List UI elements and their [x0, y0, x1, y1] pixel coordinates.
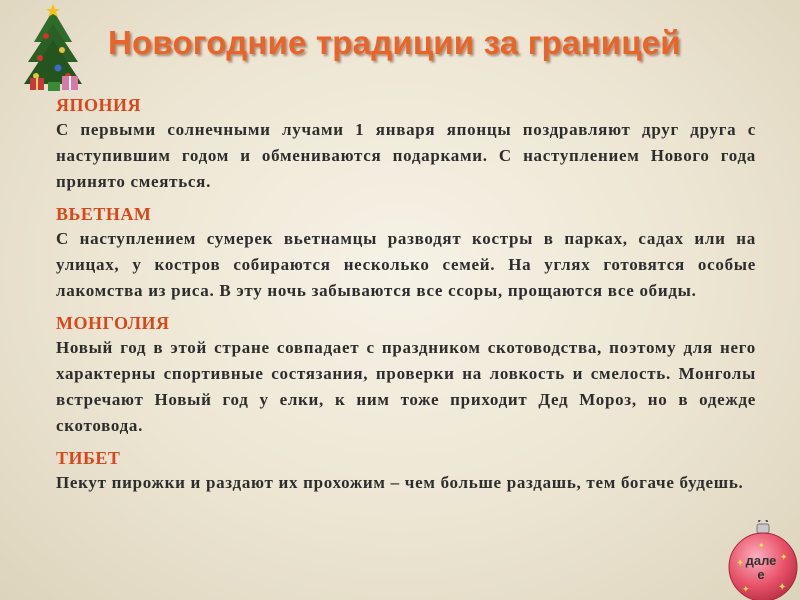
christmas-tree-icon [18, 2, 88, 94]
svg-text:✦: ✦ [778, 582, 787, 593]
country-heading: МОНГОЛИЯ [56, 313, 170, 333]
country-heading: ТИБЕТ [56, 448, 121, 468]
country-heading: ВЬЕТНАМ [56, 204, 152, 224]
section-mongolia [56, 312, 756, 439]
section-text: С наступлением сумерек вьетнамцы разводят костры в парках, садах или на улицах, у костров собираются несколько семей. На углях готовятся особые лакомства из риса. В эту ночь забываются все ссоры, прощаются все обиды. [56, 229, 756, 300]
svg-text:✦: ✦ [736, 558, 745, 569]
next-button[interactable] [722, 520, 800, 600]
section-text: Новый год в этой стране совпадает с праздником скотоводства, поэтому для него характерны спортивные состязания, проверки на ловкость и смелость. Монголы встречают Новый год у елки, к ним тоже приходит Дед Мороз, но в одежде скотовода. [56, 338, 756, 435]
svg-text:✦: ✦ [742, 584, 750, 594]
section-text: Пекут пирожки и раздают их прохожим – чем больше раздашь, тем богаче будешь. [56, 473, 744, 492]
country-heading: ЯПОНИЯ [56, 95, 142, 115]
svg-text:✦: ✦ [780, 552, 788, 562]
page-title: Новогодние традиции за границей [108, 24, 681, 61]
section-japan [56, 94, 756, 195]
section-text: С первыми солнечными лучами 1 января японцы поздравляют друг друга с наступившим годом и обмениваются подарками. С наступлением Нового года принято смеяться. [56, 120, 756, 191]
content-area [56, 94, 756, 504]
section-vietnam [56, 203, 756, 304]
svg-text:✦: ✦ [758, 541, 765, 550]
next-button-label: далее [745, 553, 777, 582]
section-tibet [56, 447, 756, 496]
